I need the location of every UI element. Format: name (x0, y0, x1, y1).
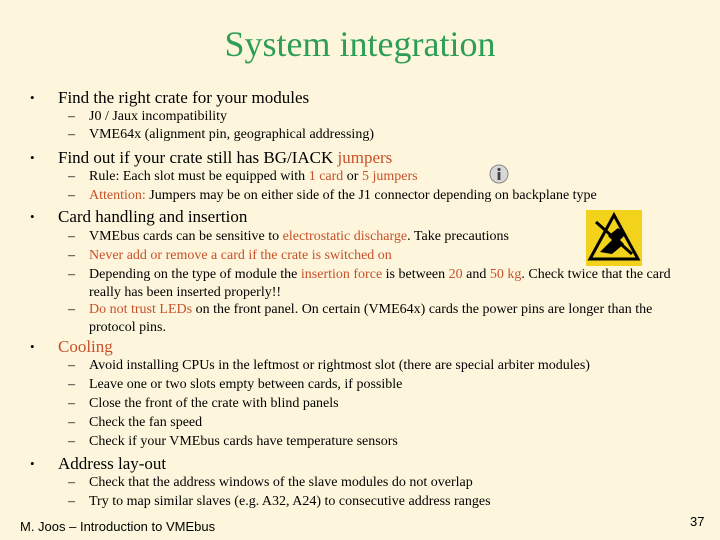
bullet-dot: • (30, 209, 35, 224)
page-number: 37 (690, 514, 705, 529)
heading-crate: Find the right crate for your modules (58, 88, 310, 107)
slide: System integration • Find the right crate for your modules – J0 / Jaux incompatibility – VME64x (alignment pin, geographical addressing) • Find out if your crate still has BG/IACK jumpers – Rule: Each slot must be equipped with 1 card or 5 jumpers – Attention: Jumpers may be on either side of the J1 connector depending on backplane type • Card handling and insertion – VMEbus cards can be sensitive to electrostatic discharge. Take precautions – Never add or remove a card if the crate is switched on – Depending on the type of module the insertion force is between 20 and 50 kg. Check twice that the card really has been inserted properly!! – Do not trust LEDs on the front panel. On certain (VME64x) cards the power pins are longer than the protocol pins. • Cooling – Avoid installing CPUs in the leftmost or rightmost slot (there are special arbiter modules) – Leave one or two slots empty between cards, if possible – Close the front of the crate with blind panels – Check the fan speed – Check if your VMEbus cards have temperature sensors • Address lay-out – Check that the address windows of the slave modules do not overlap – Try to map similar slaves (e.g. A32, A24) to consecutive address ranges M. Joos – Introduction to VMEbus 37 (0, 0, 720, 540)
footer: M. Joos – Introduction to VMEbus (20, 519, 216, 534)
bullet-dot: • (30, 90, 35, 105)
esd-warning-icon (586, 210, 642, 266)
slide-title: System integration (224, 24, 496, 64)
bullet-dot: • (30, 150, 35, 165)
heading-address: Address lay-out (58, 454, 167, 473)
bullet-dot: • (30, 456, 35, 471)
heading-bgiack: Find out if your crate still has BG/IACK jumpers (58, 148, 393, 167)
heading-handling: Card handling and insertion (58, 207, 248, 226)
info-icon (489, 164, 509, 184)
heading-cooling: Cooling (58, 337, 113, 356)
bullet-dot: • (30, 339, 35, 354)
